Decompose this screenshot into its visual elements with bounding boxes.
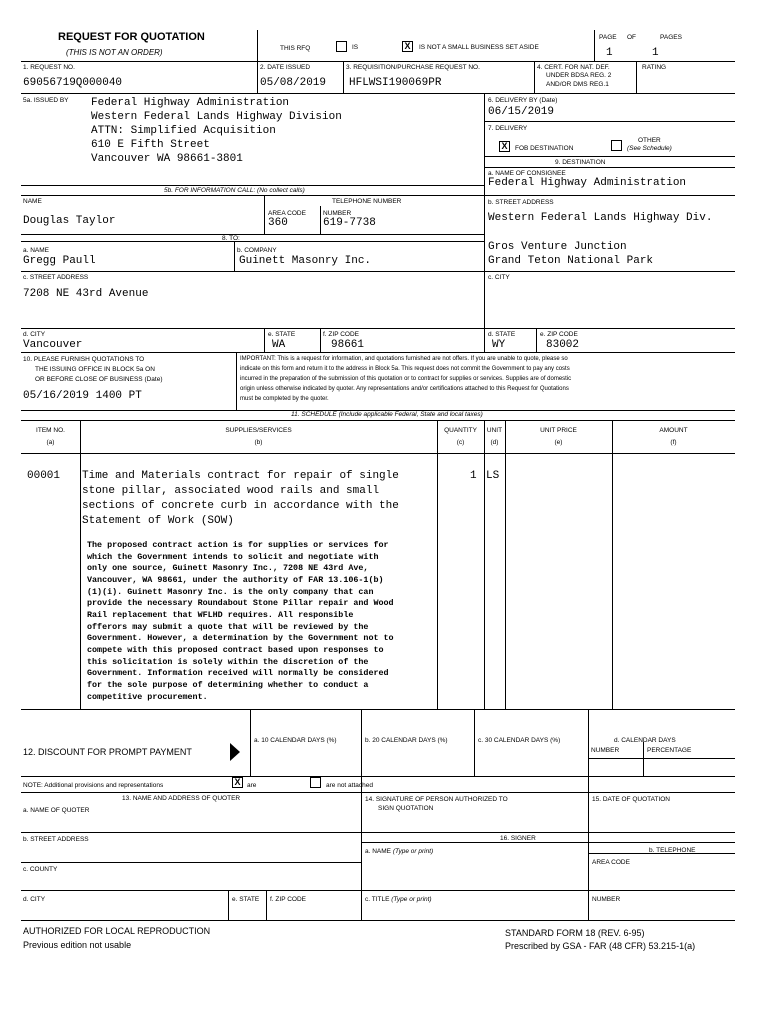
requisition-value: HFLWSI190069PR	[349, 77, 442, 89]
form-title: REQUEST FOR QUOTATION	[58, 31, 205, 43]
item-description-1: Time and Materials contract for repair of single	[82, 470, 399, 482]
dest-state-value: WY	[492, 339, 506, 351]
discount-20-days: b. 20 CALENDAR DAYS (%)	[365, 737, 448, 744]
signer-telephone-label: b. TELEPHONE	[649, 847, 696, 854]
phone-number-label: NUMBER	[323, 210, 352, 217]
quoter-zip-label: f. ZIP CODE	[270, 896, 306, 903]
to-company-label: b. COMPANY	[237, 247, 277, 254]
destination-header: 9. DESTINATION	[555, 159, 606, 166]
is-small-business-checkbox[interactable]	[336, 41, 347, 52]
issued-by-line-3: ATTN: Simplified Acquisition	[91, 125, 276, 137]
info-call-header: 5b. FOR INFORMATION CALL: (No collect calls)	[164, 187, 305, 194]
contact-name-label: NAME	[23, 198, 42, 205]
to-zip-value: 98661	[331, 339, 365, 351]
col-amount-sub: (f)	[670, 439, 677, 446]
item-unit: LS	[486, 470, 500, 482]
cert-label-3: AND/OR DMS REG.1	[546, 81, 609, 88]
page-label: PAGE	[599, 34, 617, 41]
are-not-attached-label: are not attached	[326, 782, 373, 789]
fob-destination-checkbox[interactable]: X	[499, 141, 510, 152]
important-line-2: indicate on this form and return it to the address in Block 5a. This request does not commit the Government to pay any costs	[240, 366, 570, 372]
dest-state-label: d. STATE	[488, 331, 516, 338]
col-item-sub: (a)	[46, 439, 55, 446]
to-state-label: e. STATE	[268, 331, 296, 338]
other-hint: (See Schedule)	[627, 145, 672, 152]
request-no-label: 1. REQUEST NO.	[23, 64, 75, 71]
item-description-3: sections of concrete curb in accordance with the	[82, 500, 399, 512]
col-price-sub: (e)	[554, 439, 563, 446]
is-label: IS	[352, 44, 359, 51]
issued-by-line-1: Federal Highway Administration	[91, 97, 290, 109]
footer-reproduction: AUTHORIZED FOR LOCAL REPRODUCTION	[23, 926, 211, 936]
to-state-value: WA	[272, 339, 286, 351]
item-description-2: stone pillar, associated wood rails and small	[82, 485, 380, 497]
dest-street-3: Grand Teton National Park	[488, 255, 654, 267]
delivery-by-label: 6. DELIVERY BY (Date)	[488, 97, 558, 104]
signature-label-1: 14. SIGNATURE OF PERSON AUTHORIZED TO	[365, 796, 508, 803]
dest-street-label: b. STREET ADDRESS	[488, 199, 554, 206]
footer-form-number: STANDARD FORM 18 (REV. 6-95)	[505, 928, 645, 938]
furnish-label-1: 10. PLEASE FURNISH QUOTATIONS TO	[23, 356, 145, 363]
discount-30-days: c. 30 CALENDAR DAYS (%)	[478, 737, 561, 744]
quoter-street-label: b. STREET ADDRESS	[23, 836, 89, 843]
quoter-city-label: d. CITY	[23, 896, 46, 903]
item-description-4: Statement of Work (SOW)	[82, 515, 234, 527]
page-number: 1	[606, 47, 613, 59]
pages-label: PAGES	[660, 34, 682, 41]
other-label: OTHER	[638, 137, 661, 144]
other-checkbox[interactable]	[611, 140, 622, 151]
telephone-label: TELEPHONE NUMBER	[332, 198, 402, 205]
col-quantity-sub: (c)	[456, 439, 465, 446]
footer-prescribed-by: Prescribed by GSA - FAR (48 CFR) 53.215-1(a)	[505, 941, 696, 951]
discount-calendar-days: d. CALENDAR DAYS	[614, 737, 676, 744]
important-line-4: origin unless otherwise indicated by quoter. Any representations and/or certifications attached to this Request for Quotations	[240, 386, 569, 392]
important-line-3: incurred in the preparation of the submission of this quotation or to contract for supplies or services. Supplies are of domestic	[240, 376, 572, 382]
item-quantity: 1	[470, 470, 477, 482]
discount-percentage-label: PERCENTAGE	[647, 747, 692, 754]
are-attached-checkbox[interactable]: X	[232, 777, 243, 788]
signer-header: 16. SIGNER	[500, 835, 536, 842]
to-street-label: c. STREET ADDRESS	[23, 274, 89, 281]
quotation-date-label: 15. DATE OF QUOTATION	[592, 796, 671, 803]
to-zip-label: f. ZIP CODE	[323, 331, 359, 338]
important-line-5: must be completed by the quoter.	[240, 396, 329, 402]
dest-street-1: Western Federal Lands Highway Div.	[488, 212, 713, 224]
dest-street-2: Gros Venture Junction	[488, 241, 627, 253]
to-city-value: Vancouver	[23, 339, 83, 351]
note-text: NOTE: Additional provisions and representations	[23, 782, 164, 789]
signature-label-2: SIGN QUOTATION	[378, 805, 434, 812]
area-code-value: 360	[268, 217, 288, 229]
phone-number-value: 619-7738	[323, 217, 376, 229]
rating-label: RATING	[642, 64, 667, 71]
arrow-right-icon	[230, 743, 240, 761]
col-unit-sub: (d)	[490, 439, 499, 446]
col-supplies-sub: (b)	[254, 439, 263, 446]
furnish-label-3: OR BEFORE CLOSE OF BUSINESS (Date)	[35, 376, 163, 383]
of-label: OF	[627, 34, 637, 41]
dest-city-label: c. CITY	[488, 274, 510, 281]
are-not-attached-checkbox[interactable]	[310, 777, 321, 788]
to-street-value: 7208 NE 43rd Avenue	[23, 288, 149, 300]
col-price-header: UNIT PRICE	[540, 427, 577, 434]
delivery-label: 7. DELIVERY	[488, 125, 528, 132]
to-city-label: d. CITY	[23, 331, 46, 338]
col-quantity-header: QUANTITY	[444, 427, 477, 434]
col-amount-header: AMOUNT	[659, 427, 688, 434]
col-unit-header: UNIT	[486, 427, 503, 434]
schedule-header: 11. SCHEDULE (Include applicable Federal, State and local taxes)	[291, 411, 483, 418]
requisition-label: 3. REQUISITION/PURCHASE REQUEST NO.	[346, 64, 480, 71]
cert-label-2: UNDER BDSA REG. 2	[546, 72, 612, 79]
furnish-label-2: THE ISSUING OFFICE IN BLOCK 5a ON	[35, 366, 155, 373]
discount-10-days: a. 10 CALENDAR DAYS (%)	[254, 737, 337, 744]
to-name-value: Gregg Paull	[23, 255, 96, 267]
discount-number-label: NUMBER	[591, 747, 620, 754]
footer-previous-edition: Previous edition not usable	[23, 940, 132, 950]
area-code-label-2: AREA CODE	[592, 859, 630, 866]
area-code-label: AREA CODE	[268, 210, 306, 217]
to-header: 8. TO:	[222, 235, 240, 242]
issued-by-line-5: Vancouver WA 98661-3801	[91, 153, 243, 165]
this-rfq-label: THIS RFQ	[280, 45, 311, 52]
fob-destination-label: FOB DESTINATION	[515, 145, 574, 152]
issued-by-line-2: Western Federal Lands Highway Division	[91, 111, 342, 123]
date-issued-value: 05/08/2019	[260, 77, 327, 89]
date-issued-label: 2. DATE ISSUED	[260, 64, 311, 71]
dest-zip-value: 83002	[546, 339, 580, 351]
phone-number-label-2: NUMBER	[592, 896, 621, 903]
signer-name-label: a. NAME (Type or print)	[365, 848, 434, 855]
form-subtitle: (THIS IS NOT AN ORDER)	[66, 48, 163, 57]
important-line-1: IMPORTANT: This is a request for information, and quotations furnished are not offers. If you are unable to quote, please so	[240, 356, 568, 362]
col-item-header: ITEM NO.	[36, 427, 65, 434]
cert-label-1: 4. CERT. FOR NAT. DEF.	[537, 64, 610, 71]
signer-title-label: c. TITLE (Type or print)	[365, 896, 432, 903]
quoter-state-label: e. STATE	[232, 896, 260, 903]
total-pages: 1	[652, 47, 659, 59]
is-not-small-business-label: IS NOT A SMALL BUSINESS SET ASIDE	[419, 44, 539, 51]
issued-by-label: 5a. ISSUED BY	[23, 97, 69, 104]
contact-name-value: Douglas Taylor	[23, 215, 116, 227]
dest-zip-label: e. ZIP CODE	[540, 331, 578, 338]
quoter-name-label: a. NAME OF QUOTER	[23, 807, 90, 814]
furnish-date-value: 05/16/2019 1400 PT	[23, 390, 142, 402]
consignee-label: a. NAME OF CONSIGNEE	[488, 170, 566, 177]
col-supplies-header: SUPPLIES/SERVICES	[225, 427, 292, 434]
consignee-value: Federal Highway Administration	[488, 177, 687, 189]
issued-by-line-4: 610 E Fifth Street	[91, 139, 210, 151]
quoter-header: 13. NAME AND ADDRESS OF QUOTER	[122, 795, 241, 802]
to-name-label: a. NAME	[23, 247, 50, 254]
request-no-value: 69056719Q000040	[23, 77, 123, 89]
are-label: are	[247, 782, 257, 789]
quoter-county-label: c. COUNTY	[23, 866, 58, 873]
item-number: 00001	[27, 470, 61, 482]
is-not-small-business-checkbox[interactable]: X	[402, 41, 413, 52]
to-company-value: Guinett Masonry Inc.	[239, 255, 372, 267]
discount-label: 12. DISCOUNT FOR PROMPT PAYMENT	[23, 747, 192, 757]
delivery-by-value: 06/15/2019	[488, 106, 555, 118]
